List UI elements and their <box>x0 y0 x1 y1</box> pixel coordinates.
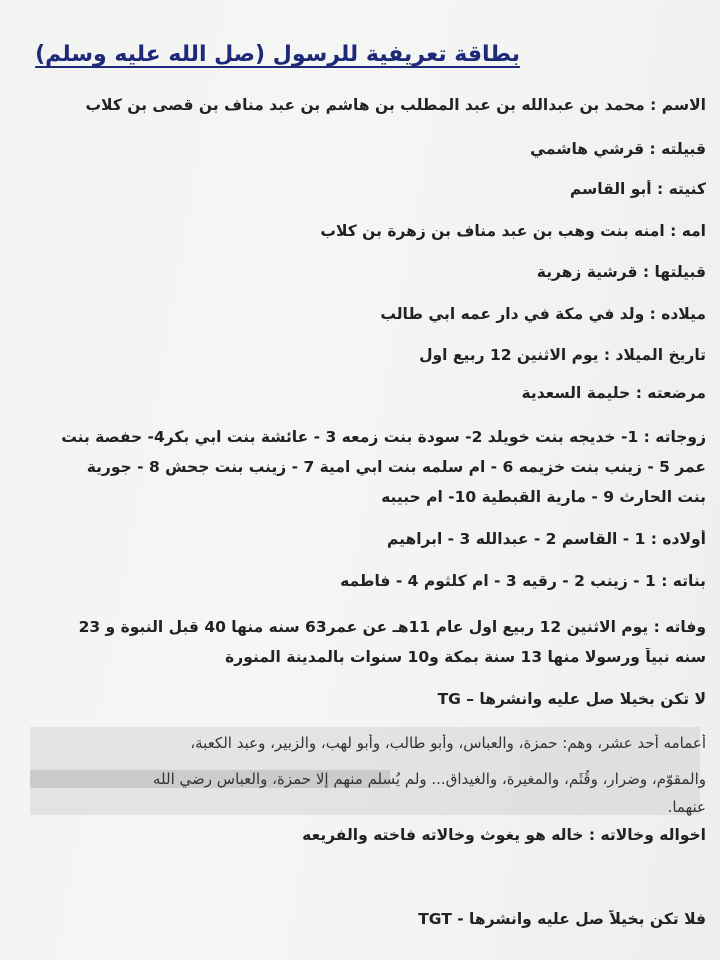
document-title: بطاقة تعريفية للرسول (صل الله عليه وسلم) <box>35 42 520 67</box>
text-line-mother-tribe: قبيلتها : قرشية زهرية <box>536 263 706 281</box>
text-line-uncles-2: والمقوّم، وضرار، وقُثَم، والمغيرة، والغيداق... ولم يُسلم منهم إلا حمزة، والعباس رضي الله <box>153 770 706 788</box>
text-line-share-2: فلا تكن بخيلاً صل عليه وانشرها - TGT <box>418 910 706 928</box>
text-line-uncles-1: أعمامه أحد عشر، وهم: حمزة، والعباس، وأبو طالب، وأبو لهب، والزبير، وعبد الكعبة، <box>190 734 706 752</box>
text-line-death-1: وفاته : يوم الاثنين 12 ربيع اول عام 11هـ عن عمر63 سنه منها 40 قبل النبوة و 23 <box>78 618 706 636</box>
text-line-uncles-3: عنهما. <box>667 798 706 816</box>
text-line-nurse: مرضعته : حليمة السعدية <box>521 384 706 402</box>
text-line-birth: ميلاده : ولد في مكة في دار عمه ابي طالب <box>380 305 706 323</box>
text-line-death-2: سنه نبياً ورسولا منها 13 سنة بمكة و10 سنوات بالمدينة المنورة <box>225 648 706 666</box>
text-line-kunya: كنيته : أبو القاسم <box>569 180 706 198</box>
text-line-mother: امه : امنه بنت وهب بن عبد مناف بن زهرة بن كلاب <box>320 222 706 240</box>
text-line-name: الاسم : محمد بن عبدالله بن عبد المطلب بن هاشم بن عبد مناف بن قصى بن كلاب <box>85 96 706 114</box>
text-line-sons: أولاده : 1 - القاسم 2 - عبدالله 3 - ابراهيم <box>386 530 706 548</box>
text-line-birth-date: تاريخ الميلاد : يوم الاثنين 12 ربيع اول <box>419 346 706 364</box>
text-line-maternal: اخواله وخالاته : خاله هو يغوث وخالاته فاخته والفريعه <box>302 826 706 844</box>
text-line-share-1: لا تكن بخيلا صل عليه وانشرها – TG <box>437 690 706 708</box>
text-line-daughters: بناته : 1 - زينب 2 - رقيه 3 - ام كلثوم 4 - فاطمه <box>340 572 706 590</box>
text-line-wives-1: زوجاته : 1- خديجه بنت خويلد 2- سودة بنت زمعه 3 - عائشة بنت ابي بكر4- حفصة بنت <box>61 428 706 446</box>
text-line-tribe: قبيلته : قرشي هاشمي <box>530 140 706 158</box>
text-line-wives-3: بنت الحارث 9 - مارية القبطية 10- ام حبيبه <box>381 488 706 506</box>
text-line-wives-2: عمر 5 - زينب بنت خزيمه 6 - ام سلمه بنت ابي امية 7 - زينب بنت جحش 8 - جورية <box>86 458 706 476</box>
